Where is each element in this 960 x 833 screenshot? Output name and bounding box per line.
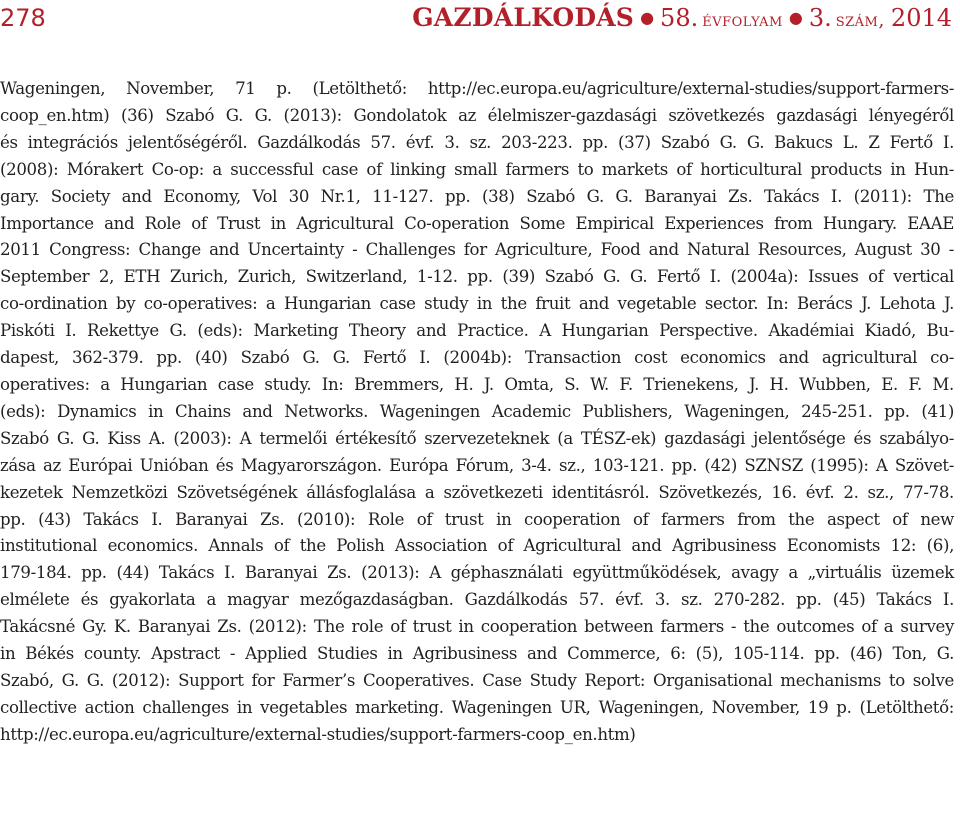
reference-line: elmélete és gyakorlata a magyar mezőgazdaságban. Gazdálkodás 57. évf. 3. sz. 270-282. pp. (45) Takács I. (0, 590, 954, 610)
reference-line: és integrációs jelentőségéről. Gazdálkodás 57. évf. 3. sz. 203-223. pp. (37) Szabó G. G. Bakucs L. Z Fertő I. (0, 132, 954, 152)
reference-line: gary. Society and Economy, Vol 30 Nr.1, 11-127. pp. (38) Szabó G. G. Baranyai Zs. Takács I. (2011): The (0, 186, 954, 206)
reference-line: Szabó G. G. Kiss A. (2003): A termelői értékesítő szervezeteknek (a TÉSZ-ek) gazdasági jelentősége és szabályo- (0, 428, 954, 448)
reference-line: Wageningen, November, 71 p. (Letölthető: http://ec.europa.eu/agriculture/external-studies/support-farmers- (0, 79, 954, 98)
reference-line: Szabó, G. G. (2012): Support for Farmer’s Cooperatives. Case Study Report: Organisational mechanisms to solve (0, 670, 954, 690)
reference-line: zása az Európai Unióban és Magyarországon. Európa Fórum, 3-4. sz., 103-121. pp. (42) SZNSZ (1995): A Szövet- (0, 455, 954, 475)
issue-number: 3. (808, 4, 832, 32)
volume-number: 58. (660, 4, 699, 32)
page-number: 278 (0, 4, 46, 32)
bullet-separator: ● (788, 8, 803, 27)
reference-line: in Békés county. Apstract - Applied Studies in Agribusiness and Commerce, 6: (5), 105-114. pp. (46) Ton, G. (0, 644, 954, 664)
issue-label: szám , (836, 9, 885, 31)
reference-line: (2008): Mórakert Co-op: a successful case of linking small farmers to markets of horticultural products in Hun- (0, 159, 954, 179)
reference-line: Takácsné Gy. K. Baranyai Zs. (2012): The role of trust in cooperation between farmers - the outcomes of a survey (0, 617, 954, 637)
reference-line: pp. (43) Takács I. Baranyai Zs. (2010): Role of trust in cooperation of farmers from the aspect of new (0, 509, 954, 529)
year: 2014 (890, 4, 952, 32)
reference-line: September 2, ETH Zurich, Zurich, Switzerland, 1-12. pp. (39) Szabó G. G. Fertő I. (2004a): Issues of vertical (0, 267, 954, 287)
reference-line: Importance and Role of Trust in Agricultural Co-operation Some Empirical Experiences from Hungary. EAAE (0, 213, 954, 233)
reference-line: operatives: a Hungarian case study. In: Bremmers, H. J. Omta, S. W. F. Trienekens, J. H. Wubben, E. F. M. (0, 374, 954, 394)
reference-line: collective action challenges in vegetables marketing. Wageningen UR, Wageningen, November, 19 p. (Letölthető: (0, 697, 954, 717)
journal-issue-info (412, 3, 952, 32)
reference-line: institutional economics. Annals of the Polish Association of Agricultural and Agribusiness Economists 12: (6), (0, 536, 954, 556)
reference-line: co-ordination by co-operatives: a Hungarian case study in the fruit and vegetable sector. In: Berács J. Lehota J. (0, 294, 954, 314)
reference-line: 179-184. pp. (44) Takács I. Baranyai Zs. (2013): A géphasználati együttműködések, avagy a „virtuális üzemek (0, 563, 954, 583)
reference-list (0, 76, 954, 749)
running-header (0, 0, 960, 40)
bullet-separator: ● (640, 8, 655, 27)
reference-line: coop_en.htm) (36) Szabó G. G. (2013): Gondolatok az élelmiszer-gazdasági szövetkezés gazdasági lényegéről (0, 105, 954, 125)
reference-line: (eds): Dynamics in Chains and Networks. Wageningen Academic Publishers, Wageningen, 245-251. pp. (41) (0, 401, 954, 421)
journal-title: GAZDÁLKODÁS (412, 3, 635, 32)
reference-line: 2011 Congress: Change and Uncertainty - Challenges for Agriculture, Food and Natural Resources, August 30 - (0, 240, 954, 260)
reference-line: http://ec.europa.eu/agriculture/external-studies/support-farmers-coop_en.htm) (0, 724, 636, 744)
reference-line: kezetek Nemzetközi Szövetségének állásfoglalása a szövetkezeti identitásról. Szövetkezés, 16. évf. 2. sz., 77-78. (0, 482, 954, 502)
reference-line: dapest, 362-379. pp. (40) Szabó G. G. Fertő I. (2004b): Transaction cost economics and agricultural co- (0, 348, 954, 368)
reference-line: Piskóti I. Rekettye G. (eds): Marketing Theory and Practice. A Hungarian Perspective. Akadémiai Kiadó, Bu- (0, 321, 954, 341)
volume-label: évfolyam (702, 9, 783, 31)
